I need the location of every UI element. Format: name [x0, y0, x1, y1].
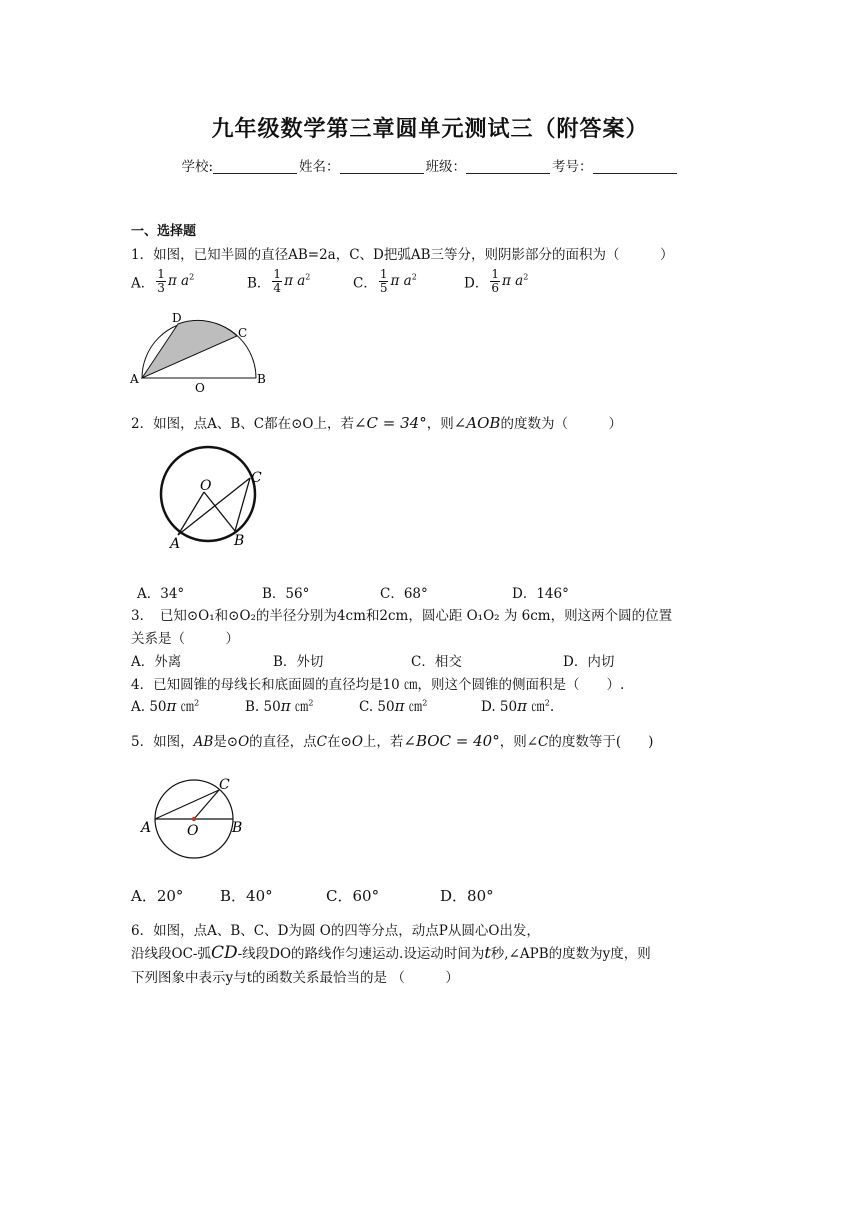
class-blank[interactable] [466, 159, 550, 174]
label-b: B [257, 372, 266, 386]
q5-circle-figure [135, 772, 265, 864]
label-c: C [238, 326, 248, 340]
student-info-line [0, 155, 860, 175]
question-2-text: 2．如图，点A、B、C都在⊙O上，若∠C = 34°，则∠AOB的度数为（ ） [131, 414, 622, 432]
center-point [192, 817, 196, 821]
q1-option-a[interactable]: A． $\frac{1}{3}$ π $a^2$ [131, 267, 195, 295]
q3-option-b[interactable]: B．外切 [273, 654, 324, 670]
q5-option-c[interactable]: C．60° [326, 887, 380, 905]
q1-option-b[interactable]: B． $\frac{1}{4}$ π $a^2$ [247, 267, 311, 295]
q5-option-a[interactable]: A．20° [131, 887, 184, 905]
q4-option-c[interactable]: C. 50π ㎝$^2$ [359, 697, 428, 715]
question-5-text: 5．如图，AB是⊙O的直径，点C在⊙O上，若∠BOC = 40°，则∠C的度数等于( ) [131, 732, 654, 750]
label-o: O [195, 381, 205, 395]
q2-option-a[interactable]: A．34° [137, 586, 185, 602]
section-heading: 一、选择题 [131, 224, 197, 239]
label-b: B [234, 533, 245, 549]
chord-ac [155, 790, 219, 819]
question-6-line2: 沿线段OC-弧CD-线段DO的路线作匀速运动.设运动时间为t秒,∠APB的度数为y度，则 [131, 943, 651, 963]
q2-option-d[interactable]: D．146° [512, 586, 569, 602]
question-6-line1: 6．如图，点A、B、C、D为圆 O的四等分点，动点P从圆心O出发， [131, 923, 540, 939]
question-6-line3: 下列图象中表示y与t的函数关系最恰当的是 （ ） [131, 970, 459, 986]
q1-option-d[interactable]: D． $\frac{1}{6}$ π $a^2$ [464, 267, 529, 295]
q2-option-b[interactable]: B．56° [262, 586, 310, 602]
school-label: 学校: [181, 159, 214, 175]
label-d: D [172, 311, 182, 325]
label-a: A [141, 820, 152, 836]
q3-option-a[interactable]: A．外离 [131, 654, 182, 670]
q4-option-b[interactable]: B. 50π ㎝$^2$ [245, 697, 314, 715]
q1-semicircle-figure [128, 306, 278, 398]
name-blank[interactable] [340, 159, 424, 174]
class-label: 班级： [425, 159, 467, 175]
question-1-text: 1．如图，已知半圆的直径AB=2a，C、D把弧AB三等分，则阴影部分的面积为（ ） [131, 247, 674, 263]
question-4-text: 4．已知圆锥的母线长和底面圆的直径均是10 ㎝，则这个圆锥的侧面积是（ ）. [131, 677, 625, 693]
q1-option-c[interactable]: C． $\frac{1}{5}$ π $a^2$ [353, 267, 417, 295]
q2-circle-figure [152, 444, 272, 554]
exam-no-label: 考号： [552, 159, 593, 175]
page-title: 九年级数学第三章圆单元测试三（附答案） [211, 117, 649, 142]
q3-option-c[interactable]: C．相交 [411, 654, 462, 670]
label-a: A [170, 536, 181, 552]
q4-option-d[interactable]: D. 50π ㎝$^2$. [481, 697, 555, 715]
radius-oc [194, 790, 219, 819]
circle-o [161, 447, 255, 541]
shaded-region [142, 320, 237, 378]
q5-option-d[interactable]: D．80° [440, 887, 494, 905]
label-o: O [200, 478, 212, 494]
label-c: C [251, 470, 262, 486]
label-a: A [130, 372, 139, 386]
school-blank[interactable] [213, 159, 297, 174]
exam-no-blank[interactable] [593, 159, 677, 174]
q5-option-b[interactable]: B．40° [220, 887, 273, 905]
q2-option-c[interactable]: C．68° [380, 586, 428, 602]
label-b: B [232, 820, 243, 836]
q4-option-a[interactable]: A. 50π ㎝$^2$ [131, 697, 200, 715]
question-3-line2: 关系是（ ） [131, 631, 239, 647]
name-label: 姓名： [299, 159, 340, 175]
q3-option-d[interactable]: D．内切 [563, 654, 615, 670]
label-o: O [187, 823, 199, 839]
label-c: C [219, 777, 230, 793]
question-3-line1: 3． 已知⊙O₁和⊙O₂的半径分别为4cm和2cm，圆心距 O₁O₂ 为 6cm，则这两个圆的位置 [131, 608, 673, 624]
